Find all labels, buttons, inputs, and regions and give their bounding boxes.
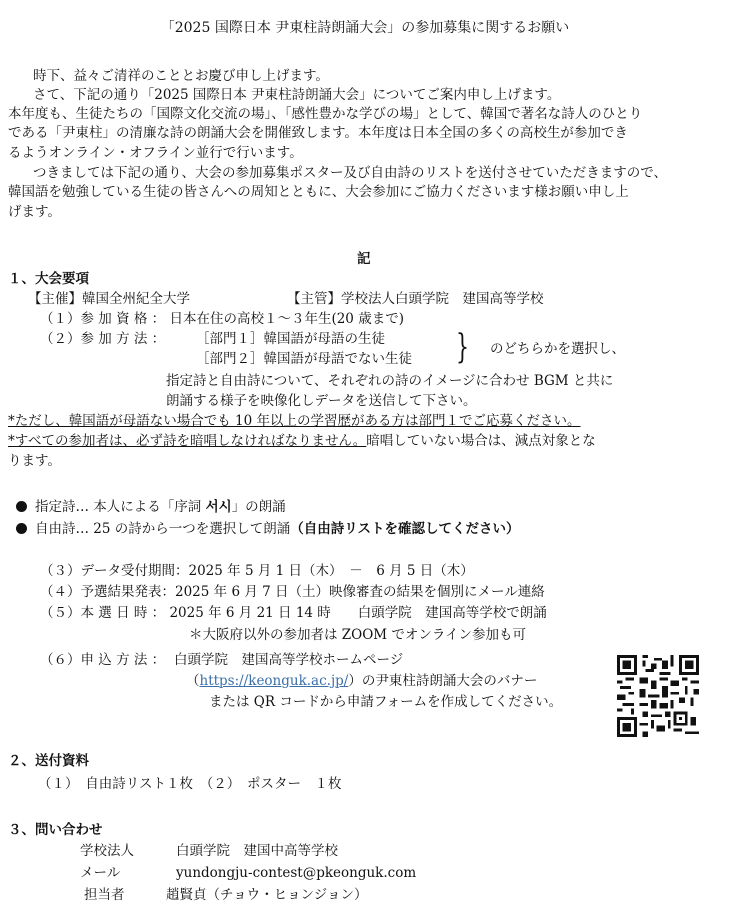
intro-line: つきましては下記の通り、大会の参加募集ポスター及び自由詩のリストを送付させていただきますので、 <box>33 165 667 181</box>
zoom-note: ＊大阪府以外の参加者は ZOOM でオンライン参加も可 <box>189 627 527 643</box>
apply-label: （６）申 込 方 法 ： <box>40 652 166 668</box>
video-instruction: 指定詩と自由詩について、それぞれの詩のイメージに合わせ BGM と共に <box>166 373 614 389</box>
apply-text: または QR コードから申請フォームを作成してください。 <box>209 694 563 710</box>
apply-text: 白頭学院 建国高等学校ホームページ <box>174 652 404 668</box>
bullet-icon <box>16 523 27 534</box>
method-label: （２）参 加 方 法 ： <box>40 331 166 347</box>
video-instruction: 朗誦する様子を映像化しデータを送信して下さい。 <box>166 393 477 409</box>
section3-heading: ３、問い合わせ <box>8 822 103 838</box>
eligibility: （１）参 加 資 格 ： 日本在住の高校１～３年生(20 歳まで) <box>40 311 404 327</box>
data-period: （３）データ受付期間：2025 年 5 月 1 日（木） － 6 月 5 日（木） <box>40 563 474 579</box>
contact-email[interactable]: yundongju-contest@pkeonguk.com <box>176 865 417 881</box>
contact-person-value: 趙賢貞（チョウ・ヒョンジョン） <box>166 887 368 903</box>
contact-org-value: 白頭学院 建国中高等学校 <box>176 843 338 859</box>
free-pre: 自由詩… 25 の詩から一つを選択して朗誦 <box>35 521 291 537</box>
brace-icon: } <box>456 327 469 367</box>
assigned-poem <box>16 498 286 517</box>
intro-line: 韓国語を勉強している生徒の皆さんへの周知とともに、大会参加にご協力くださいます様お願い申し上 <box>8 184 629 200</box>
organizer: 【主管】学校法人白頭学院 建国高等学校 <box>287 291 544 307</box>
intro-line: るようオンライン・オフライン並行で行います。 <box>8 145 303 161</box>
note-memorize <box>8 432 596 451</box>
intro-line: 本年度も、生徒たちの「国際文化交流の場」、「感性豊かな学びの場」として、韓国で著名な詩人のひとり <box>8 106 643 122</box>
section1-heading: １、大会要項 <box>8 271 89 287</box>
send-materials: （１） 自由詩リスト１枚 （２） ポスター １枚 <box>38 776 342 792</box>
bullet-icon <box>16 501 27 512</box>
qr-code[interactable] <box>617 655 699 737</box>
ki-heading: 記 <box>357 251 371 267</box>
page-title: 「2025 国際日本 尹東柱詩朗誦大会」の参加募集に関するお願い <box>160 20 570 36</box>
assigned-post: 」の朗誦 <box>231 499 286 515</box>
apply-url-line: （https://keonguk.ac.jp/）の尹東柱詩朗誦大会のバナー <box>186 673 538 689</box>
contact-person-label: 担当者 <box>84 887 125 903</box>
dept1: ［部門１］韓国語が母語の生徒 <box>196 331 385 347</box>
assigned-pre: 指定詩… 本人による「序詞 <box>35 499 206 515</box>
prelim-results: （４）予選結果発表：2025 年 6 月 7 日（土）映像審査の結果を個別にメール連絡 <box>40 584 545 600</box>
intro-line: である「尹東柱」の清廉な詩の朗誦大会を開催致します。本年度は日本全国の多くの高校生が参加でき <box>8 125 628 141</box>
intro-line: げます。 <box>8 204 61 220</box>
homepage-link[interactable]: https://keonguk.ac.jp/ <box>199 673 349 689</box>
intro-line: さて、下記の通り「2025 国際日本 尹東柱詩朗誦大会」についてご案内申し上げます。 <box>33 87 561 103</box>
free-poem <box>16 520 520 539</box>
note-memorize-rest: 暗唱していない場合は、減点対象とな <box>366 433 596 449</box>
greeting: 時下、益々ご清祥のこととお慶び申し上げます。 <box>33 68 329 84</box>
apply-url-post: ）の尹東柱詩朗誦大会のバナー <box>348 673 538 689</box>
note-memorize-cont: ります。 <box>8 453 61 469</box>
dept2: ［部門２］韓国語が母語でない生徒 <box>196 351 412 367</box>
contact-mail-label: メール <box>80 865 121 881</box>
contact-org-label: 学校法人 <box>80 843 134 859</box>
final-date: （５）本 選 日 時 ： 2025 年 6 月 21 日 14 時 白頭学院 建国高等学校で朗誦 <box>40 605 547 621</box>
note-years: *ただし、韓国語が母語ない場合でも 10 年以上の学習歴がある方は部門１でご応募ください。 <box>8 413 581 429</box>
note-memorize-emphasis: *すべての参加者は、必ず詩を暗唱しなければなりません。 <box>8 433 367 449</box>
section2-heading: ２、送付資料 <box>8 753 89 769</box>
choose-text: のどちらかを選択し、 <box>490 341 625 357</box>
assigned-korean: 서시 <box>205 499 232 515</box>
host: 【主催】韓国全州紀全大学 <box>28 291 190 307</box>
free-post: （自由詩リストを確認してください） <box>290 521 520 537</box>
